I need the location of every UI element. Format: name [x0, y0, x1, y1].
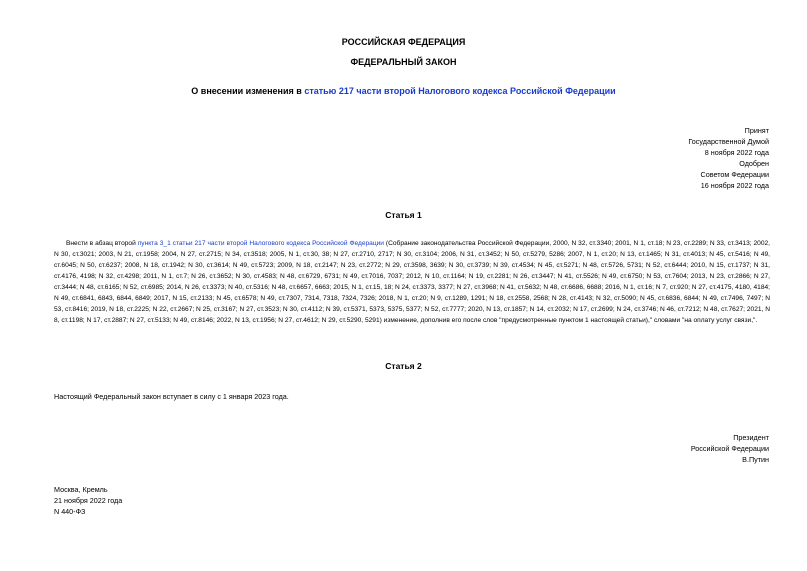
signing-date: 21 ноября 2022 года — [54, 496, 123, 505]
approved-by: Советом Федерации — [700, 170, 769, 179]
adopted-label: Принят — [744, 126, 769, 135]
signature-title: Президент — [733, 433, 769, 442]
signature-country: Российской Федерации — [690, 444, 769, 453]
signature-name: В.Путин — [742, 455, 769, 464]
article-1-text — [54, 238, 770, 326]
country-heading: РОССИЙСКАЯ ФЕДЕРАЦИЯ — [341, 37, 466, 47]
article-1-link[interactable]: пункта 3_1 статьи 217 части второй Налогового кодекса Российской Федерации — [137, 240, 384, 247]
place: Москва, Кремль — [54, 485, 108, 494]
article-1-text-pre: Внести в абзац второй — [66, 240, 138, 247]
article-2-text: Настоящий Федеральный закон вступает в силу с 1 января 2023 года. — [54, 392, 289, 401]
adopted-date: 8 ноября 2022 года — [704, 148, 769, 157]
article-1-heading: Статья 1 — [385, 210, 422, 220]
article-2-heading: Статья 2 — [385, 361, 422, 371]
adopted-by: Государственной Думой — [688, 137, 769, 146]
adoption-block — [688, 125, 769, 191]
approved-label: Одобрен — [739, 159, 769, 168]
doc-type-heading: ФЕДЕРАЛЬНЫЙ ЗАКОН — [350, 57, 457, 67]
signature-block — [691, 432, 769, 465]
law-title-text: О внесении изменения в — [191, 86, 305, 96]
law-title — [0, 86, 807, 96]
law-title-link[interactable]: статью 217 части второй Налогового кодекса Российской Федерации — [304, 86, 616, 96]
approved-date: 16 ноября 2022 года — [700, 181, 769, 190]
article-1-text-post: (Собрание законодательства Российской Федерации, 2000, N 32, ст.3340; 2001, N 1, ст.18; N 23, ст.2289; N 33, ст.3413; 2002, N 30, ст.3021; 2003, N 21, ст.1958; 2004, N 27, ст.2715; N 34, ст.3518; 2005, N 1, ст.30, 38; N 27, ст.2710, 2717; N 30, ст.3104; 2006, N 31, ст.3452; N 50, ст.5279, 5286; 2007, N 1, ст.20; N 13, ст.1465; N 31, ст.4013; N 45, ст.5416; N 49, ст.6045; N 50, ст.6237; 2008, N 18, ст.1942; N 30, ст.3614; N 49, ст.5723; 2009, N 18, ст.2147; N 23, ст.2772; N 29, ст.3598, 3639; N 30, ст.3739; N 39, ст.4534; N 45, ст.5271; N 48, ст.5726, 5731; N 52, ст.6444; 2010, N 15, ст.1737; N 31, ст.4176, 4198; N 32, ст.4298; 2011, N 1, ст.7; N 26, ст.3652; N 30, ст.4583; N 48, ст.6729, 6731; N 49, ст.7016, 7037; 2012, N 10, ст.1164; N 19, ст.2281; N 26, ст.3447; N 41, ст.5526; N 49, ст.6750; N 53, ст.7604; 2013, N 23, ст.2866; N 27, ст.3444; N 48, ст.6165; N 52, ст.6985; 2014, N 26, ст.3373; N 40, ст.5316; N 48, ст.6657, 6663; 2015, N 1, ст.15, 18; N 24, ст.3373, 3377; N 27, ст.3968; N 41, ст.5632; N 48, ст.6686, 6688; 2016, N 1, ст.16; N 7, ст.920; N 27, ст.4175, 4180, 4184; N 49, ст.6841, 6843, 6844, 6849; 2017, N 15, ст.2133; N 45, ст.6578; N 49, ст.7307, 7314, 7318, 7324, 7326; 2018, N 1, ст.20; N 9, ст.1289, 1291; N 18, ст.2558, 2568; N 28, ст.4143; N 32, ст.5090; N 45, ст.6836, 6844; N 49, ст.7496, 7497; N 53, ст.8416; 2019, N 18, ст.2225; N 22, ст.2667; N 25, ст.3167; N 27, ст.3523; N 30, ст.4112; N 39, ст.5371, 5373, 5375, 5377; N 52, ст.7777; 2020, N 13, ст.1857; N 14, ст.2032; N 17, ст.2699; N 24, ст.3746; N 46, ст.7212; N 48, ст.7627; 2021, N 8, ст.1198; N 17, ст.2887; N 27, ст.5133; N 49, ст.8146; 2022, N 13, ст.1956; N 27, ст.4612; N 29, ст.5290, 5291) изменение, дополнив его после слов "предусмотренные пунктом 1 настоящей статьи)," словами "на оплату услуг связи,". — [54, 240, 771, 325]
place-date-block — [54, 484, 122, 517]
law-number: N 440-ФЗ — [54, 507, 86, 516]
